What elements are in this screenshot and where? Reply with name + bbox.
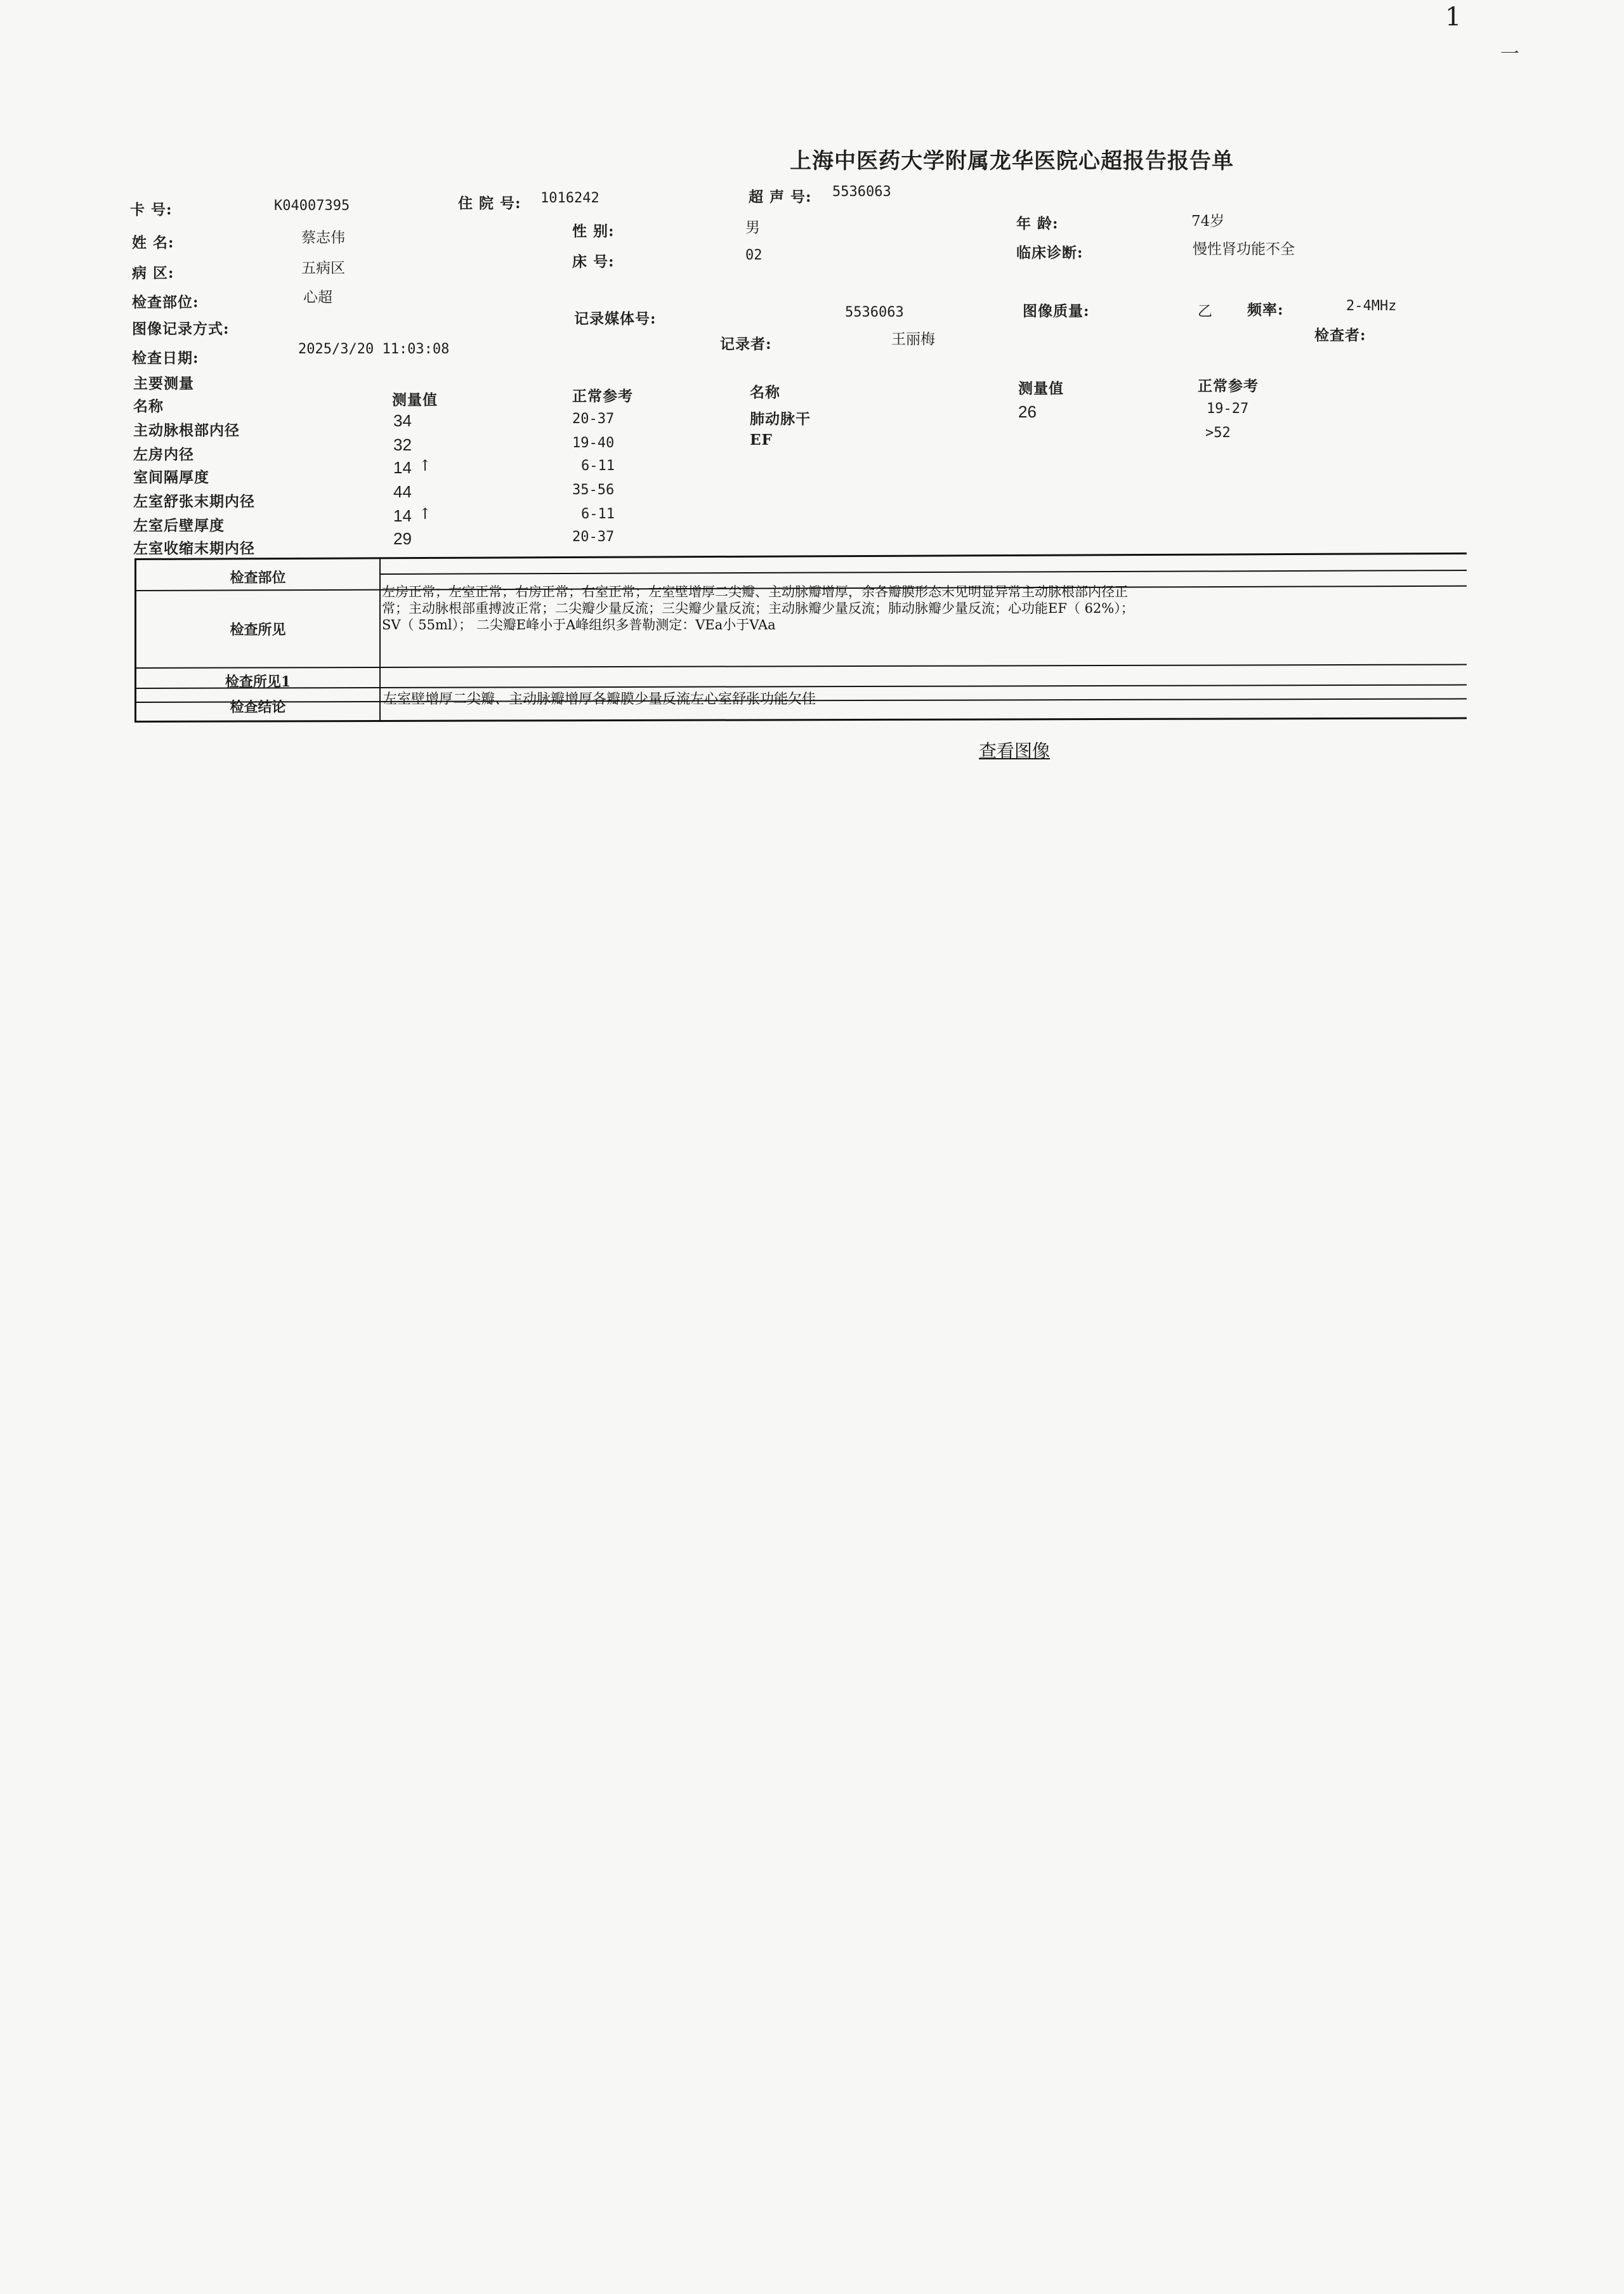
measurement-normal: 19-27 <box>1207 401 1249 417</box>
table-divider <box>379 558 381 722</box>
recorder-value: 王丽梅 <box>891 331 935 348</box>
findings1-label: 检查所见1 <box>225 674 291 690</box>
measurements-section-label: 主要测量 <box>133 375 194 392</box>
table-border-top-inner <box>379 570 1467 575</box>
measurement-value: 44 <box>393 482 412 501</box>
findings-label: 检查所见 <box>230 622 286 638</box>
table-rule-2 <box>134 664 1467 669</box>
measurement-normal: >52 <box>1205 425 1231 441</box>
date-value: 2025/3/20 11:03:08 <box>298 341 450 357</box>
measurement-value: 14 <box>393 458 412 477</box>
examiner-label: 检查者: <box>1314 327 1366 344</box>
card-label: 卡 号: <box>130 201 173 218</box>
exam-site-label: 检查部位 <box>230 570 286 586</box>
bed-value: 02 <box>745 247 763 263</box>
bed-label: 床 号: <box>572 253 615 270</box>
conclusion-label: 检查结论 <box>230 699 286 716</box>
measurement-name: 左室舒张末期内径 <box>133 493 255 510</box>
media-value: 5536063 <box>845 305 904 320</box>
table-border-top <box>134 553 1467 560</box>
measurement-name: 肺动脉干 <box>750 410 811 428</box>
measurement-value: 14 <box>393 506 412 525</box>
measurement-normal: 6-11 <box>581 458 615 474</box>
age-value: 74岁 <box>1191 213 1225 230</box>
measurement-name: 室间隔厚度 <box>133 469 209 486</box>
record-mode-label: 图像记录方式: <box>132 320 230 338</box>
measurement-value: 29 <box>393 529 412 548</box>
sex-label: 性 别: <box>572 223 615 240</box>
name-label: 姓 名: <box>132 234 174 251</box>
name-value: 蔡志伟 <box>301 230 345 246</box>
date-label: 检查日期: <box>132 350 199 367</box>
media-label: 记录媒体号: <box>574 310 657 327</box>
table-border-bottom <box>134 718 1467 723</box>
handwritten-mark: 一 <box>1500 43 1517 65</box>
sex-value: 男 <box>745 220 760 236</box>
measurement-value: 34 <box>393 411 412 430</box>
measurement-value-header-right: 测量值 <box>1018 380 1064 397</box>
measurement-normal: 19-40 <box>572 435 615 451</box>
frequency-label: 频率: <box>1247 301 1284 318</box>
increase-arrow-icon: ↑ <box>419 457 432 475</box>
echo-value: 5536063 <box>832 184 891 200</box>
inpatient-label: 住 院 号: <box>458 195 521 212</box>
measurement-name-header-right: 名称 <box>750 384 780 401</box>
measurement-normal-header: 正常参考 <box>572 388 633 405</box>
measurement-name-header: 名称 <box>133 398 164 415</box>
measurement-normal: 6-11 <box>581 506 615 522</box>
diagnosis-label: 临床诊断: <box>1016 244 1084 261</box>
conclusion-text: 左室壁增厚二尖瓣、主动脉瓣增厚各瓣膜少量反流左心室舒张功能欠佳 <box>383 691 816 707</box>
measurement-name: EF <box>750 431 773 449</box>
inpatient-value: 1016242 <box>540 190 599 206</box>
measurement-normal: 20-37 <box>572 529 615 545</box>
measurement-value: 32 <box>393 435 412 454</box>
measurement-normal-header-right: 正常参考 <box>1198 377 1259 395</box>
quality-value: 乙 <box>1198 303 1212 320</box>
view-images-link[interactable]: 查看图像 <box>979 740 1051 761</box>
measurement-name: 左室后壁厚度 <box>133 517 225 534</box>
measurement-name: 左房内径 <box>133 446 194 463</box>
findings-text: 左房正常；左室正常；右房正常；右室正常；左室壁增厚二尖瓣、主动脉瓣增厚，余各瓣膜形态未见明显异常主动脉根部内径正常；主动脉根部重搏波正常；二尖瓣少量反流；三尖瓣少量反流；主动脉瓣少量反流；肺动脉瓣少量反流；心功能EF（ 62%）；SV（ 55ml）； 二尖瓣E峰小于A峰组织多普勒测定：VEa小于VAa <box>382 584 1134 632</box>
report-title: 上海中医药大学附属龙华医院心超报告报告单 <box>790 148 1234 174</box>
increase-arrow-icon: ↑ <box>419 505 432 523</box>
site-label: 检查部位: <box>132 294 199 311</box>
age-label: 年 龄: <box>1016 215 1059 232</box>
echo-label: 超 声 号: <box>749 188 812 206</box>
card-value: K04007395 <box>274 198 350 214</box>
quality-label: 图像质量: <box>1023 303 1090 320</box>
diagnosis-value: 慢性肾功能不全 <box>1193 241 1295 258</box>
frequency-value: 2-4MHz <box>1346 298 1397 314</box>
measurement-name: 左室收缩末期内径 <box>133 540 255 557</box>
recorder-label: 记录者: <box>720 336 772 353</box>
site-value: 心超 <box>303 289 332 306</box>
measurement-value-header: 测量值 <box>392 391 438 409</box>
ward-value: 五病区 <box>301 260 345 277</box>
measurement-value: 26 <box>1018 402 1037 421</box>
ward-label: 病 区: <box>132 265 174 282</box>
measurement-name: 主动脉根部内径 <box>133 422 240 439</box>
measurement-normal: 20-37 <box>572 411 615 427</box>
page-number: 1 <box>1445 3 1462 32</box>
measurement-normal: 35-56 <box>572 482 615 498</box>
